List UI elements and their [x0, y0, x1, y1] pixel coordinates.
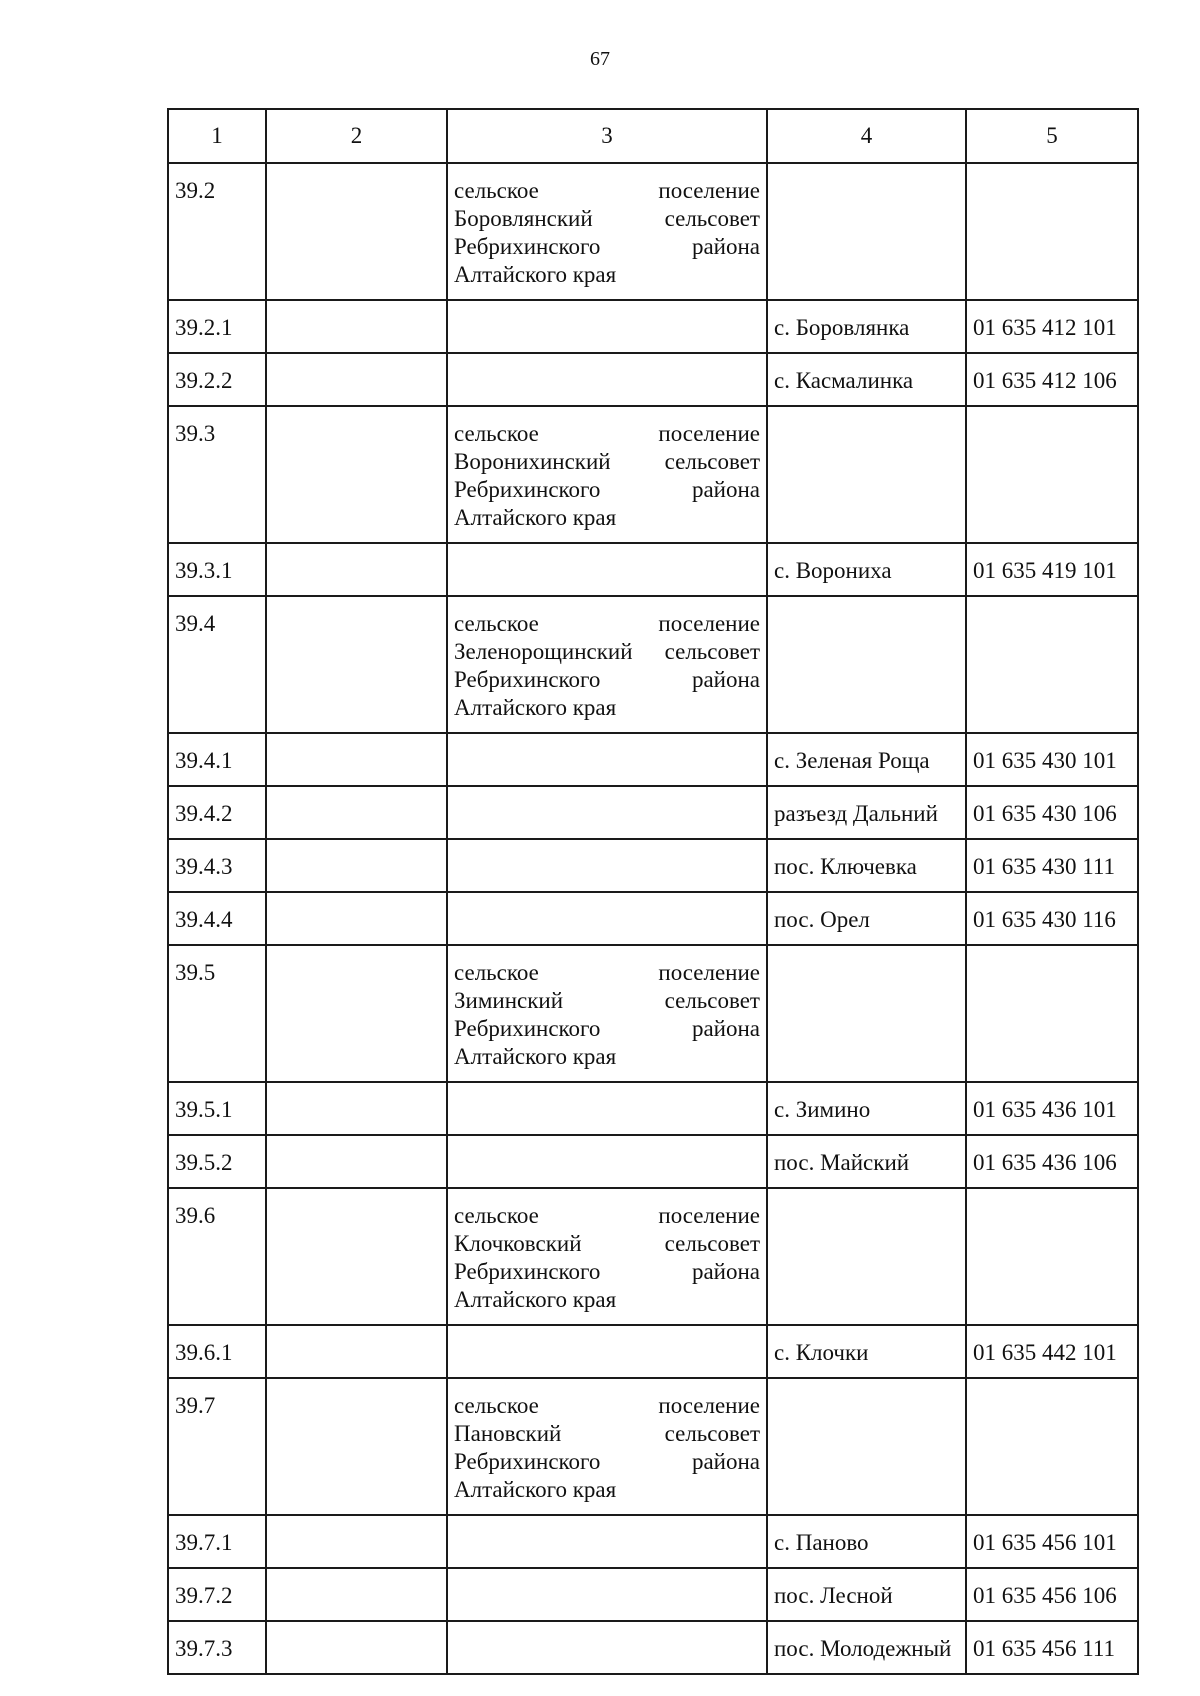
table-row	[168, 839, 1138, 892]
description-line: Клочковский сельсовет	[454, 1231, 760, 1256]
municipality-description-cell	[447, 1188, 767, 1325]
settlements-table	[167, 108, 1139, 1675]
table-row	[168, 892, 1138, 945]
description-line: Алтайского края	[454, 1477, 617, 1502]
column-2-cell	[266, 892, 447, 945]
table-row	[168, 945, 1138, 1082]
municipality-description-cell	[447, 1515, 767, 1568]
table-row	[168, 163, 1138, 300]
table-row	[168, 1082, 1138, 1135]
oktmo-code-cell: 01 635 430 111	[966, 839, 1138, 892]
column-2-cell	[266, 945, 447, 1082]
row-number-cell: 39.5.2	[168, 1135, 266, 1188]
table-row	[168, 543, 1138, 596]
oktmo-code-cell	[966, 1378, 1138, 1515]
oktmo-code-cell: 01 635 430 106	[966, 786, 1138, 839]
header-cell-1: 1	[168, 109, 266, 163]
oktmo-code-cell: 01 635 456 101	[966, 1515, 1138, 1568]
settlement-name-cell: с. Зеленая Роща	[767, 733, 966, 786]
oktmo-code-cell	[966, 945, 1138, 1082]
municipality-description-cell	[447, 1621, 767, 1674]
table-row	[168, 1515, 1138, 1568]
oktmo-code-cell: 01 635 436 101	[966, 1082, 1138, 1135]
settlement-name-cell: с. Ворониха	[767, 543, 966, 596]
header-row	[168, 109, 1138, 163]
settlement-name-cell: с. Клочки	[767, 1325, 966, 1378]
settlement-name-cell: с. Зимино	[767, 1082, 966, 1135]
municipality-description-cell	[447, 1325, 767, 1378]
settlement-name-cell: с. Паново	[767, 1515, 966, 1568]
column-2-cell	[266, 733, 447, 786]
oktmo-code-cell: 01 635 419 101	[966, 543, 1138, 596]
settlement-name-cell	[767, 1378, 966, 1515]
municipality-description-cell	[447, 596, 767, 733]
municipality-description-cell	[447, 543, 767, 596]
municipality-description-cell	[447, 1568, 767, 1621]
settlement-name-cell: пос. Ключевка	[767, 839, 966, 892]
row-number-cell: 39.6.1	[168, 1325, 266, 1378]
settlement-name-cell	[767, 945, 966, 1082]
description-line: Алтайского края	[454, 262, 617, 287]
table-row	[168, 1135, 1138, 1188]
row-number-cell: 39.5.1	[168, 1082, 266, 1135]
oktmo-code-cell: 01 635 430 116	[966, 892, 1138, 945]
column-2-cell	[266, 543, 447, 596]
settlement-name-cell	[767, 406, 966, 543]
description-line: Алтайского края	[454, 1044, 617, 1069]
column-2-cell	[266, 406, 447, 543]
description-line: Алтайского края	[454, 505, 617, 530]
table-row	[168, 1188, 1138, 1325]
description-line: сельское поселение	[454, 1393, 760, 1418]
row-number-cell: 39.2	[168, 163, 266, 300]
table-row	[168, 353, 1138, 406]
municipality-description-cell	[447, 300, 767, 353]
settlement-name-cell: разъезд Дальний	[767, 786, 966, 839]
municipality-description-cell	[447, 406, 767, 543]
settlement-name-cell: с. Боровлянка	[767, 300, 966, 353]
description-line: сельское поселение	[454, 960, 760, 985]
description-line: Зиминский сельсовет	[454, 988, 760, 1013]
municipality-description-cell	[447, 1135, 767, 1188]
description-line: Боровлянский сельсовет	[454, 206, 760, 231]
column-2-cell	[266, 596, 447, 733]
settlement-name-cell: пос. Молодежный	[767, 1621, 966, 1674]
description-line: Алтайского края	[454, 695, 617, 720]
description-line: Ребрихинского района	[454, 1016, 760, 1041]
description-line: Ребрихинского района	[454, 1259, 760, 1284]
oktmo-code-cell: 01 635 436 106	[966, 1135, 1138, 1188]
column-2-cell	[266, 1325, 447, 1378]
row-number-cell: 39.3.1	[168, 543, 266, 596]
description-line: Зеленорощинский сельсовет	[454, 639, 760, 664]
header-cell-4: 4	[767, 109, 966, 163]
oktmo-code-cell: 01 635 456 106	[966, 1568, 1138, 1621]
description-line: Ребрихинского района	[454, 477, 760, 502]
oktmo-code-cell: 01 635 412 101	[966, 300, 1138, 353]
row-number-cell: 39.3	[168, 406, 266, 543]
row-number-cell: 39.4.1	[168, 733, 266, 786]
column-2-cell	[266, 1188, 447, 1325]
row-number-cell: 39.4	[168, 596, 266, 733]
row-number-cell: 39.4.3	[168, 839, 266, 892]
municipality-description-cell	[447, 945, 767, 1082]
table-row	[168, 1621, 1138, 1674]
column-2-cell	[266, 839, 447, 892]
table-row	[168, 733, 1138, 786]
page-number: 67	[590, 48, 610, 70]
row-number-cell: 39.7.3	[168, 1621, 266, 1674]
row-number-cell: 39.7.2	[168, 1568, 266, 1621]
column-2-cell	[266, 786, 447, 839]
settlement-name-cell	[767, 1188, 966, 1325]
row-number-cell: 39.7.1	[168, 1515, 266, 1568]
column-2-cell	[266, 353, 447, 406]
table-row	[168, 596, 1138, 733]
description-line: Алтайского края	[454, 1287, 617, 1312]
row-number-cell: 39.2.2	[168, 353, 266, 406]
oktmo-code-cell	[966, 163, 1138, 300]
header-cell-3: 3	[447, 109, 767, 163]
oktmo-code-cell: 01 635 430 101	[966, 733, 1138, 786]
municipality-description-cell	[447, 1082, 767, 1135]
row-number-cell: 39.6	[168, 1188, 266, 1325]
row-number-cell: 39.2.1	[168, 300, 266, 353]
column-2-cell	[266, 163, 447, 300]
description-line: сельское поселение	[454, 1203, 760, 1228]
municipality-description-cell	[447, 353, 767, 406]
column-2-cell	[266, 1082, 447, 1135]
oktmo-code-cell	[966, 1188, 1138, 1325]
settlement-name-cell: с. Касмалинка	[767, 353, 966, 406]
header-cell-5: 5	[966, 109, 1138, 163]
table-row	[168, 406, 1138, 543]
oktmo-code-cell: 01 635 412 106	[966, 353, 1138, 406]
oktmo-code-cell	[966, 596, 1138, 733]
oktmo-code-cell	[966, 406, 1138, 543]
column-2-cell	[266, 1378, 447, 1515]
description-line: Ребрихинского района	[454, 667, 760, 692]
column-2-cell	[266, 1621, 447, 1674]
row-number-cell: 39.5	[168, 945, 266, 1082]
table-body	[168, 163, 1138, 1674]
settlement-name-cell: пос. Майский	[767, 1135, 966, 1188]
settlement-name-cell: пос. Лесной	[767, 1568, 966, 1621]
table-row	[168, 1325, 1138, 1378]
row-number-cell: 39.7	[168, 1378, 266, 1515]
column-2-cell	[266, 1515, 447, 1568]
municipality-description-cell	[447, 892, 767, 945]
description-line: Ребрихинского района	[454, 1449, 760, 1474]
municipality-description-cell	[447, 786, 767, 839]
description-line: сельское поселение	[454, 611, 760, 636]
settlement-name-cell: пос. Орел	[767, 892, 966, 945]
description-line: Воронихинский сельсовет	[454, 449, 760, 474]
column-2-cell	[266, 300, 447, 353]
oktmo-code-cell: 01 635 442 101	[966, 1325, 1138, 1378]
description-line: сельское поселение	[454, 421, 760, 446]
municipality-description-cell	[447, 839, 767, 892]
municipality-description-cell	[447, 733, 767, 786]
description-line: сельское поселение	[454, 178, 760, 203]
settlement-name-cell	[767, 163, 966, 300]
municipality-description-cell	[447, 163, 767, 300]
description-line: Пановский сельсовет	[454, 1421, 760, 1446]
column-2-cell	[266, 1568, 447, 1621]
table-row	[168, 1568, 1138, 1621]
column-2-cell	[266, 1135, 447, 1188]
oktmo-code-cell: 01 635 456 111	[966, 1621, 1138, 1674]
row-number-cell: 39.4.2	[168, 786, 266, 839]
settlement-name-cell	[767, 596, 966, 733]
row-number-cell: 39.4.4	[168, 892, 266, 945]
description-line: Ребрихинского района	[454, 234, 760, 259]
header-cell-2: 2	[266, 109, 447, 163]
table-row	[168, 300, 1138, 353]
municipality-description-cell	[447, 1378, 767, 1515]
table-row	[168, 786, 1138, 839]
table-row	[168, 1378, 1138, 1515]
